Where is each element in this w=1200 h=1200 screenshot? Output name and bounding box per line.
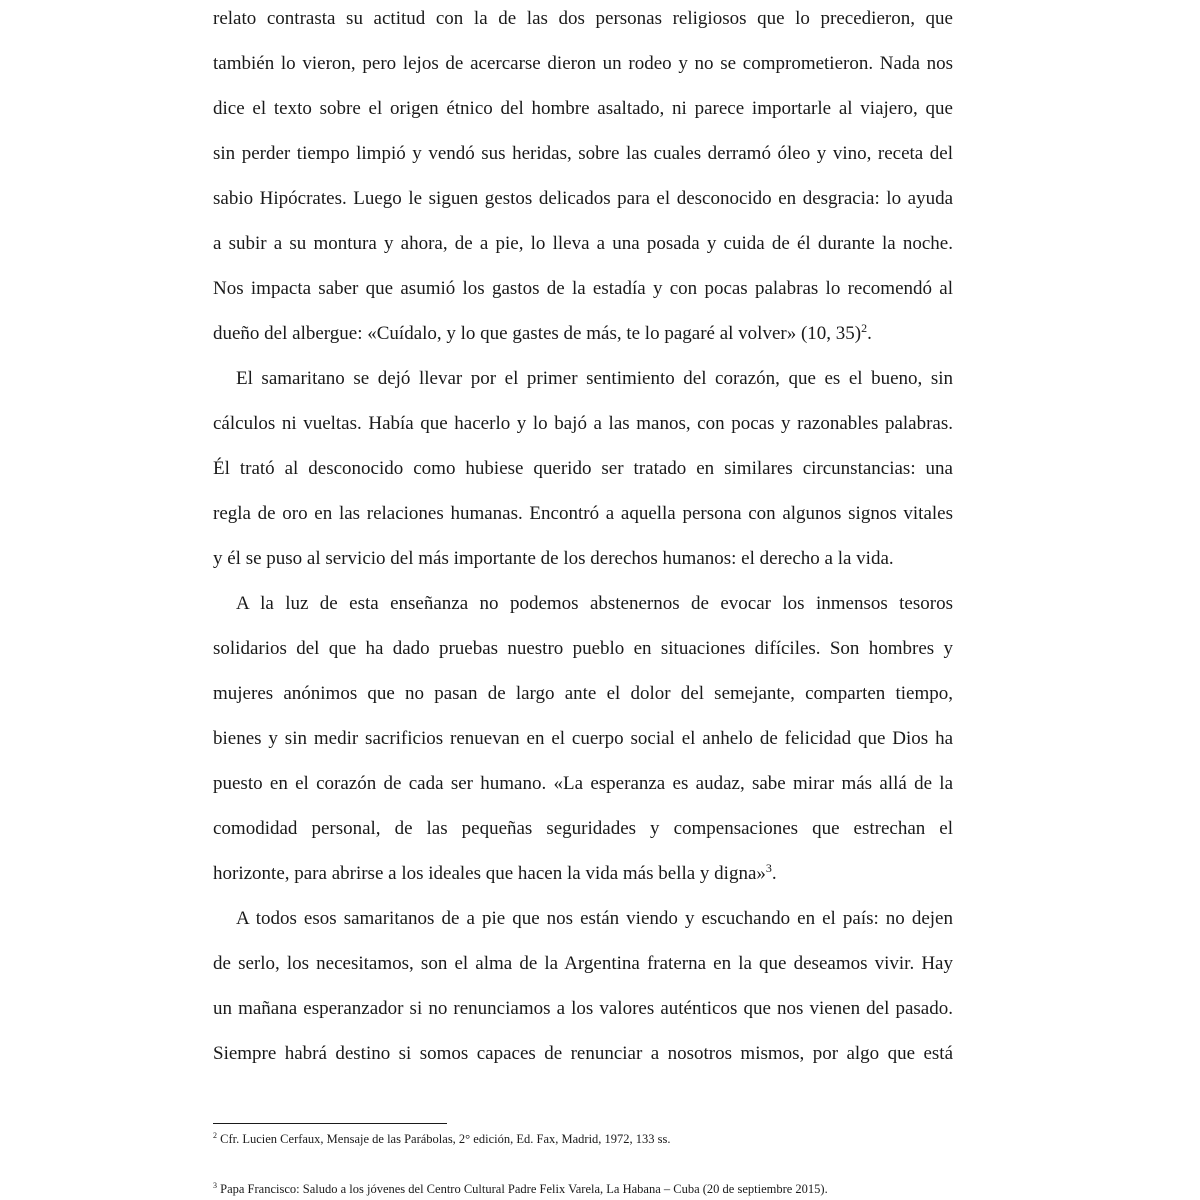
text-line-last — [213, 311, 953, 356]
text-line: horizonte, para abrirse a los ideales que hacen la vida más bella y digna» — [213, 863, 766, 884]
paragraph-2 — [213, 356, 953, 581]
text-line: dueño del albergue: «Cuídalo, y lo que gastes de más, te lo pagaré al volver» (10, 35) — [213, 323, 862, 344]
text-line: A todos esos samaritanos de a pie que nos están viendo y escuchando en el país: no dejen — [236, 908, 953, 929]
footnote-ref-3[interactable]: 3 — [765, 861, 772, 875]
footnote-text-3: Papa Francisco: Saludo a los jóvenes del Centro Cultural Padre Felix Varela, La Habana – Cuba (20 de septiembre 2015). — [217, 1182, 828, 1196]
footnote-text-2: Cfr. Lucien Cerfaux, Mensaje de las Parábolas, 2° edición, Ed. Fax, Madrid, 1972, 133 ss. — [217, 1132, 671, 1146]
paragraph-3 — [213, 581, 953, 896]
text-line: también lo vieron, pero lejos de acercarse dieron un rodeo y no se comprometieron. Nada nos — [213, 53, 953, 74]
text-line: comodidad personal, de las pequeñas seguridades y compensaciones que estrechan el — [213, 818, 953, 839]
text-line: mujeres anónimos que no pasan de largo ante el dolor del semejante, comparten tiempo, — [213, 683, 953, 704]
text-line: relato contrasta su actitud con la de las dos personas religiosos que lo precedieron, que — [213, 8, 953, 29]
footnote-mark-2: 2 — [213, 1131, 217, 1140]
text-line: A la luz de esta enseñanza no podemos abstenernos de evocar los inmensos tesoros — [236, 593, 953, 614]
text-line: un mañana esperanzador si no renunciamos a los valores auténticos que nos vienen del pasado. — [213, 998, 953, 1019]
text-line-last — [213, 851, 953, 896]
footnote-3 — [213, 1181, 953, 1197]
text-line: solidarios del que ha dado pruebas nuestro pueblo en situaciones difíciles. Son hombres y — [213, 638, 953, 659]
text-line: sin perder tiempo limpió y vendó sus heridas, sobre las cuales derramó óleo y vino, receta del — [213, 143, 953, 164]
text-line: Siempre habrá destino si somos capaces de renunciar a nosotros mismos, por algo que está — [213, 1043, 953, 1064]
text-line: regla de oro en las relaciones humanas. Encontró a aquella persona con algunos signos vitales — [213, 503, 953, 524]
footnote-separator — [213, 1123, 447, 1124]
sentence-end: . — [867, 323, 872, 344]
text-line: cálculos ni vueltas. Había que hacerlo y lo bajó a las manos, con pocas y razonables palabras. — [213, 413, 953, 434]
text-line: sabio Hipócrates. Luego le siguen gestos delicados para el desconocido en desgracia: lo ayuda — [213, 188, 953, 209]
text-line: El samaritano se dejó llevar por el primer sentimiento del corazón, que es el bueno, sin — [236, 368, 953, 389]
text-line: bienes y sin medir sacrificios renuevan en el cuerpo social el anhelo de felicidad que Dios ha — [213, 728, 953, 749]
paragraph-4 — [213, 896, 953, 1076]
text-line: de serlo, los necesitamos, son el alma de la Argentina fraterna en la que deseamos vivir. Hay — [213, 953, 953, 974]
body-text — [213, 0, 953, 1076]
text-line: Él trató al desconocido como hubiese querido ser tratado en similares circunstancias: una — [213, 458, 953, 479]
paragraph-1 — [213, 0, 953, 356]
footnote-ref-2[interactable]: 2 — [861, 321, 868, 335]
text-line: y él se puso al servicio del más importante de los derechos humanos: el derecho a la vida. — [213, 548, 894, 569]
text-line: puesto en el corazón de cada ser humano. «La esperanza es audaz, sabe mirar más allá de la — [213, 773, 953, 794]
text-line: a subir a su montura y ahora, de a pie, lo lleva a una posada y cuida de él durante la noche. — [213, 233, 953, 254]
footnote-2 — [213, 1131, 953, 1147]
footnote-mark-3: 3 — [213, 1181, 217, 1190]
sentence-end: . — [771, 863, 777, 884]
text-line: Nos impacta saber que asumió los gastos de la estadía y con pocas palabras lo recomendó al — [213, 278, 953, 299]
text-line: dice el texto sobre el origen étnico del hombre asaltado, ni parece importarle al viajero, que — [213, 98, 953, 119]
